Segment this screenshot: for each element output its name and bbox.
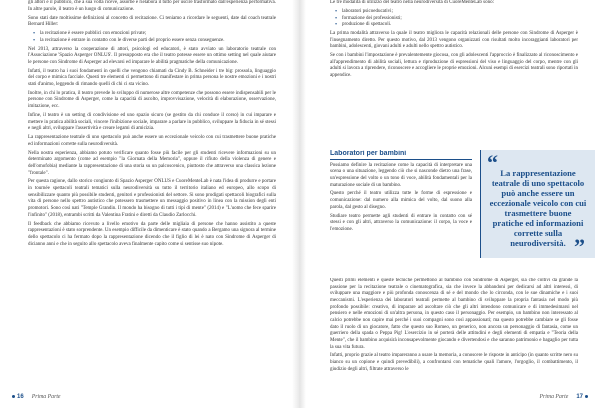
open-quote-icon: “ — [487, 150, 498, 175]
paragraph: Nel 2013, attraverso la cooperazione di attori, psicologi ed educatori, è stato avviato un laboratorio teatrale con l'Associazione 'Spazio Asperger ONLUS'. Il presupposto era che il teatro potesse essere un ottimo setting nel quale aiutare le persone con Sindrome di Asperger ad elevarsi ed imparare le abilità pragmatiche della comunicazione. — [28, 46, 276, 65]
bullet-list — [28, 31, 276, 44]
footer-dot-icon — [12, 395, 15, 398]
paragraph: La prima modalità attraverso la quale il teatro migliora le capacità relazionali delle persone con Sindrome di Asperger è l'insegnamento diretto. Per questo motivo, dal 2013 vengono organizzati con risultati molto incoraggianti laboratori per bambini, adolescenti, giovani adulti e adulti nello spettro autistico. — [330, 31, 578, 50]
paragraph: gli attori e il pubblico, che a sua volta riceve, assorbe e rielabora il tutto per uscire trasformato dall'esperienza performativa. In altre parole, il teatro è un luogo di comunicazione. — [28, 0, 276, 12]
left-text-column — [28, 0, 276, 390]
right-text-column-low — [330, 278, 578, 390]
paragraph: Sono stati date moltissime definizioni al concetto di recitazione. Ci teniamo a ricordare le seguenti, date dal coach teatrale Bernard Hiller: — [28, 15, 276, 28]
section-heading: Laboratori per bambini — [330, 151, 472, 160]
close-quote-icon: ” — [574, 234, 585, 259]
paragraph: Questo perché il teatro utilizza tutte le forme di espressione e comunicazione: dal numero alla mimica del volto, dal suono alla parola, dal gesto al disegno. — [330, 191, 472, 210]
paragraph: La rappresentazione teatrale di uno spettacolo può anche essere un eccezionale veicolo con cui trasmettere buone pratiche ed informazioni corrette sulla neurodiversità. — [28, 135, 276, 147]
paragraph: Infatti, il teatro ha i suoi fondamenti in quelli che vengono chiamati da Cindy B. Schneider i tre big: prossola, linguaggio del corpo e mimica facciale. Questi tre elementi ci permettono di manifestare in prima persona le nostre emozioni e i nostri stati d'animo, leggendo di rimando quelli di chi ci sta vicino. — [28, 68, 276, 87]
pull-quote-text: La rappresentazione teatrale di uno spettacolo può anche essere un eccezionale veicolo con cui trasmettere buone pratiche ed informazioni corrette sulla neurodiversità. — [489, 168, 587, 248]
paragraph: Infine, il teatro è un setting di condivisione ed uno spazio sicuro (se gestito da chi conduce il corso) in cui imparare e mettere in pratica abilità sociali, vincere l'inibizione sociale, imparare a parlare in pubblico, sviluppare la fiducia in sé stessi e negli altri, sviluppare l'assertività e creare legami di amicizia. — [28, 112, 276, 132]
page-number: 17 — [576, 394, 583, 400]
running-title: Prima Parte — [31, 394, 61, 400]
bullet-item: • la recitazione è essere pubblici con emozioni private; — [40, 31, 276, 38]
pull-quote-box — [480, 150, 595, 258]
paragraph: Le tre modalità di utilizzo del teatro nella neurodiversità di CuoreMenteLab sono: — [330, 0, 494, 5]
bullet-list — [330, 9, 578, 29]
paragraph: Se con i bambini l'impostazione è prevalentemente giocosa, con gli adolescenti l'approccio è finalizzato al riconoscimento e all'apprendimento di abilità sociali, lettura e riproduzione di espressioni del viso e linguaggio del corpo, mentre con gli adulti si lavora a riprendere, riconoscere e accogliere le proprie emozioni. Alcuni esempi di esercizi teatrali sono riportati in appendice. — [330, 53, 578, 79]
paragraph: Possiamo definire la recitazione come la capacità di interpretare una scena o una situazione, leggendo ciò che si nasconde dietro una frase, un'espressione del volto o un tono di voce, abilità fondamentali per la maturazione sociale di un bambino. — [330, 162, 472, 188]
right-page-footer — [539, 393, 588, 402]
right-text-column-mid — [330, 150, 472, 280]
right-text-column-top — [330, 0, 578, 150]
left-page-footer — [12, 393, 61, 402]
paragraph: Inoltre, in chi lo pratica, il teatro prevede lo sviluppo di numerose altre competenze che possono essere indispensabili per le persone con Sindrome di Asperger, come la capacità di ascolto, improvvisazione, velocità di elaborazione, osservazione, imitazione, ecc. — [28, 90, 276, 110]
paragraph: Infatti, proprio grazie al teatro impareranno a usare la memoria, a conoscere le risposte in anticipo (in quanto scritte nero su bianco su un copione e quindi prevedibili), a confrontarsi con tematiche quali l'amore, l'orgoglio, il combattimento, il giudizio degli altri, filtrate attraverso le — [330, 353, 578, 372]
paragraph: Studiare teatro permette agli studenti di entrare in contatto con sé stessi e con gli altri, attraverso la comunicazione: il corpo, la voce e l'emozione. — [330, 213, 472, 232]
paragraph: Il feedback che abbiamo ricevuto a livello emotivo da parte delle migliaia di persone che hanno assistito a queste rappresentazioni è stato sorprendente. Un esempio difficile da dimenticare è stato quando a Bergamo una signora al termine dello spettacolo ci ha fermato dopo la rappresentazione dicendo che il figlio di lei è nato con Sindrome di Asperger di dicianno anni e che in seguito allo spettacolo aveva finalmente capito come si sentisse suo nipote. — [28, 221, 276, 247]
paragraph: Nella nostra esperienza, abbiamo potuto verificare quanto fosse più facile per gli studenti ricevere informazioni su un determinato argomento (come ad esempio "la Giornata della Memoria", oppure il rifiuto della violenza di genere e dell'omofobia) mediante la rappresentazione di una storia su un palcoscenico, piuttosto che attraverso una classica lezione "frontale". — [28, 150, 276, 176]
running-title: Prima Parte — [539, 394, 569, 400]
page-number: 16 — [17, 394, 24, 400]
bullet-item: • formazione dei professionisti; — [342, 16, 578, 23]
paragraph: Per questa ragione, dallo storico congiunto di Spazio Asperger ONLUS e CuoreMenteLab è nata l'idea di produrre e portare in tournée spettacoli teatrali tematici sulla neurodiversità su tutto il territorio italiano ed europeo, allo scopo di sensibilizzare quanto più possibile studenti, genitori e professionisti del settore. Si sono prodigati spettacoli biografici sulla vita di persone nello spettro autistico che potessero trasmettere un messaggio positivo in linea con la mission degli enti promotori. Sono così nati "Temple Grandin. Il mondo ha bisogno di tutti i tipi di mente" (2014) e "L'uomo che fece sparire l'infinito" (2018), entrambi scritti da Valentina Fratini e diretti da Claudio Zarlocchi. — [28, 179, 276, 218]
bullet-item: • produzione di spettacoli. — [342, 22, 578, 29]
footer-dot-icon — [585, 395, 588, 398]
right-page — [300, 0, 600, 408]
bullet-item: • la recitazione è entrare in contatto con le diverse parti del proprio essere senza conseguenze. — [40, 38, 276, 45]
paragraph: Questi primi elementi e queste tecniche permettono al bambino con Sindrome di Asperger, sia che coltivi da grande la passione per la recitazione teatrale o cinematografica, sia che invece la abbandoni per dedicarsi ad altri interessi, di sviluppare una maggiore e più profonda conoscenza di sé e del mondo che lo circonda, con le sue dinamiche e i suoi meccanismi. L'esperienza dei laboratori teatrali permette al bambino di sviluppare la propria fantasia nel modo più profondo possibile: creativo, di imparare ad ascoltare ciò che gli altri intendono comunicare e di immedesimarsi nel pensiero e nelle emozioni di un'altra persona, in questo caso il personaggio. Per esempio, un bambino non interessato al calcio potrebbe non capire mai perché i suoi compagni sono così appassionati; ma questo potrebbe cambiare se gli fosse dato il ruolo di un giocatore, fatto che questo suo Romeo, un generico, non ancora un personaggio di fantasia, come un guerriero della spada o Peppa Pig! L'esercizio in sé porterà delle attitudini e degli elementi di empatia e "Teoria della Mente", che il bambino acquisirà inconsapevolmente giocando e divertendosi e che saranno patrimonio e bagaglio per tutta la sua vita futura. — [330, 278, 578, 350]
bullet-item: • laboratori psicoeducativi; — [342, 9, 578, 16]
